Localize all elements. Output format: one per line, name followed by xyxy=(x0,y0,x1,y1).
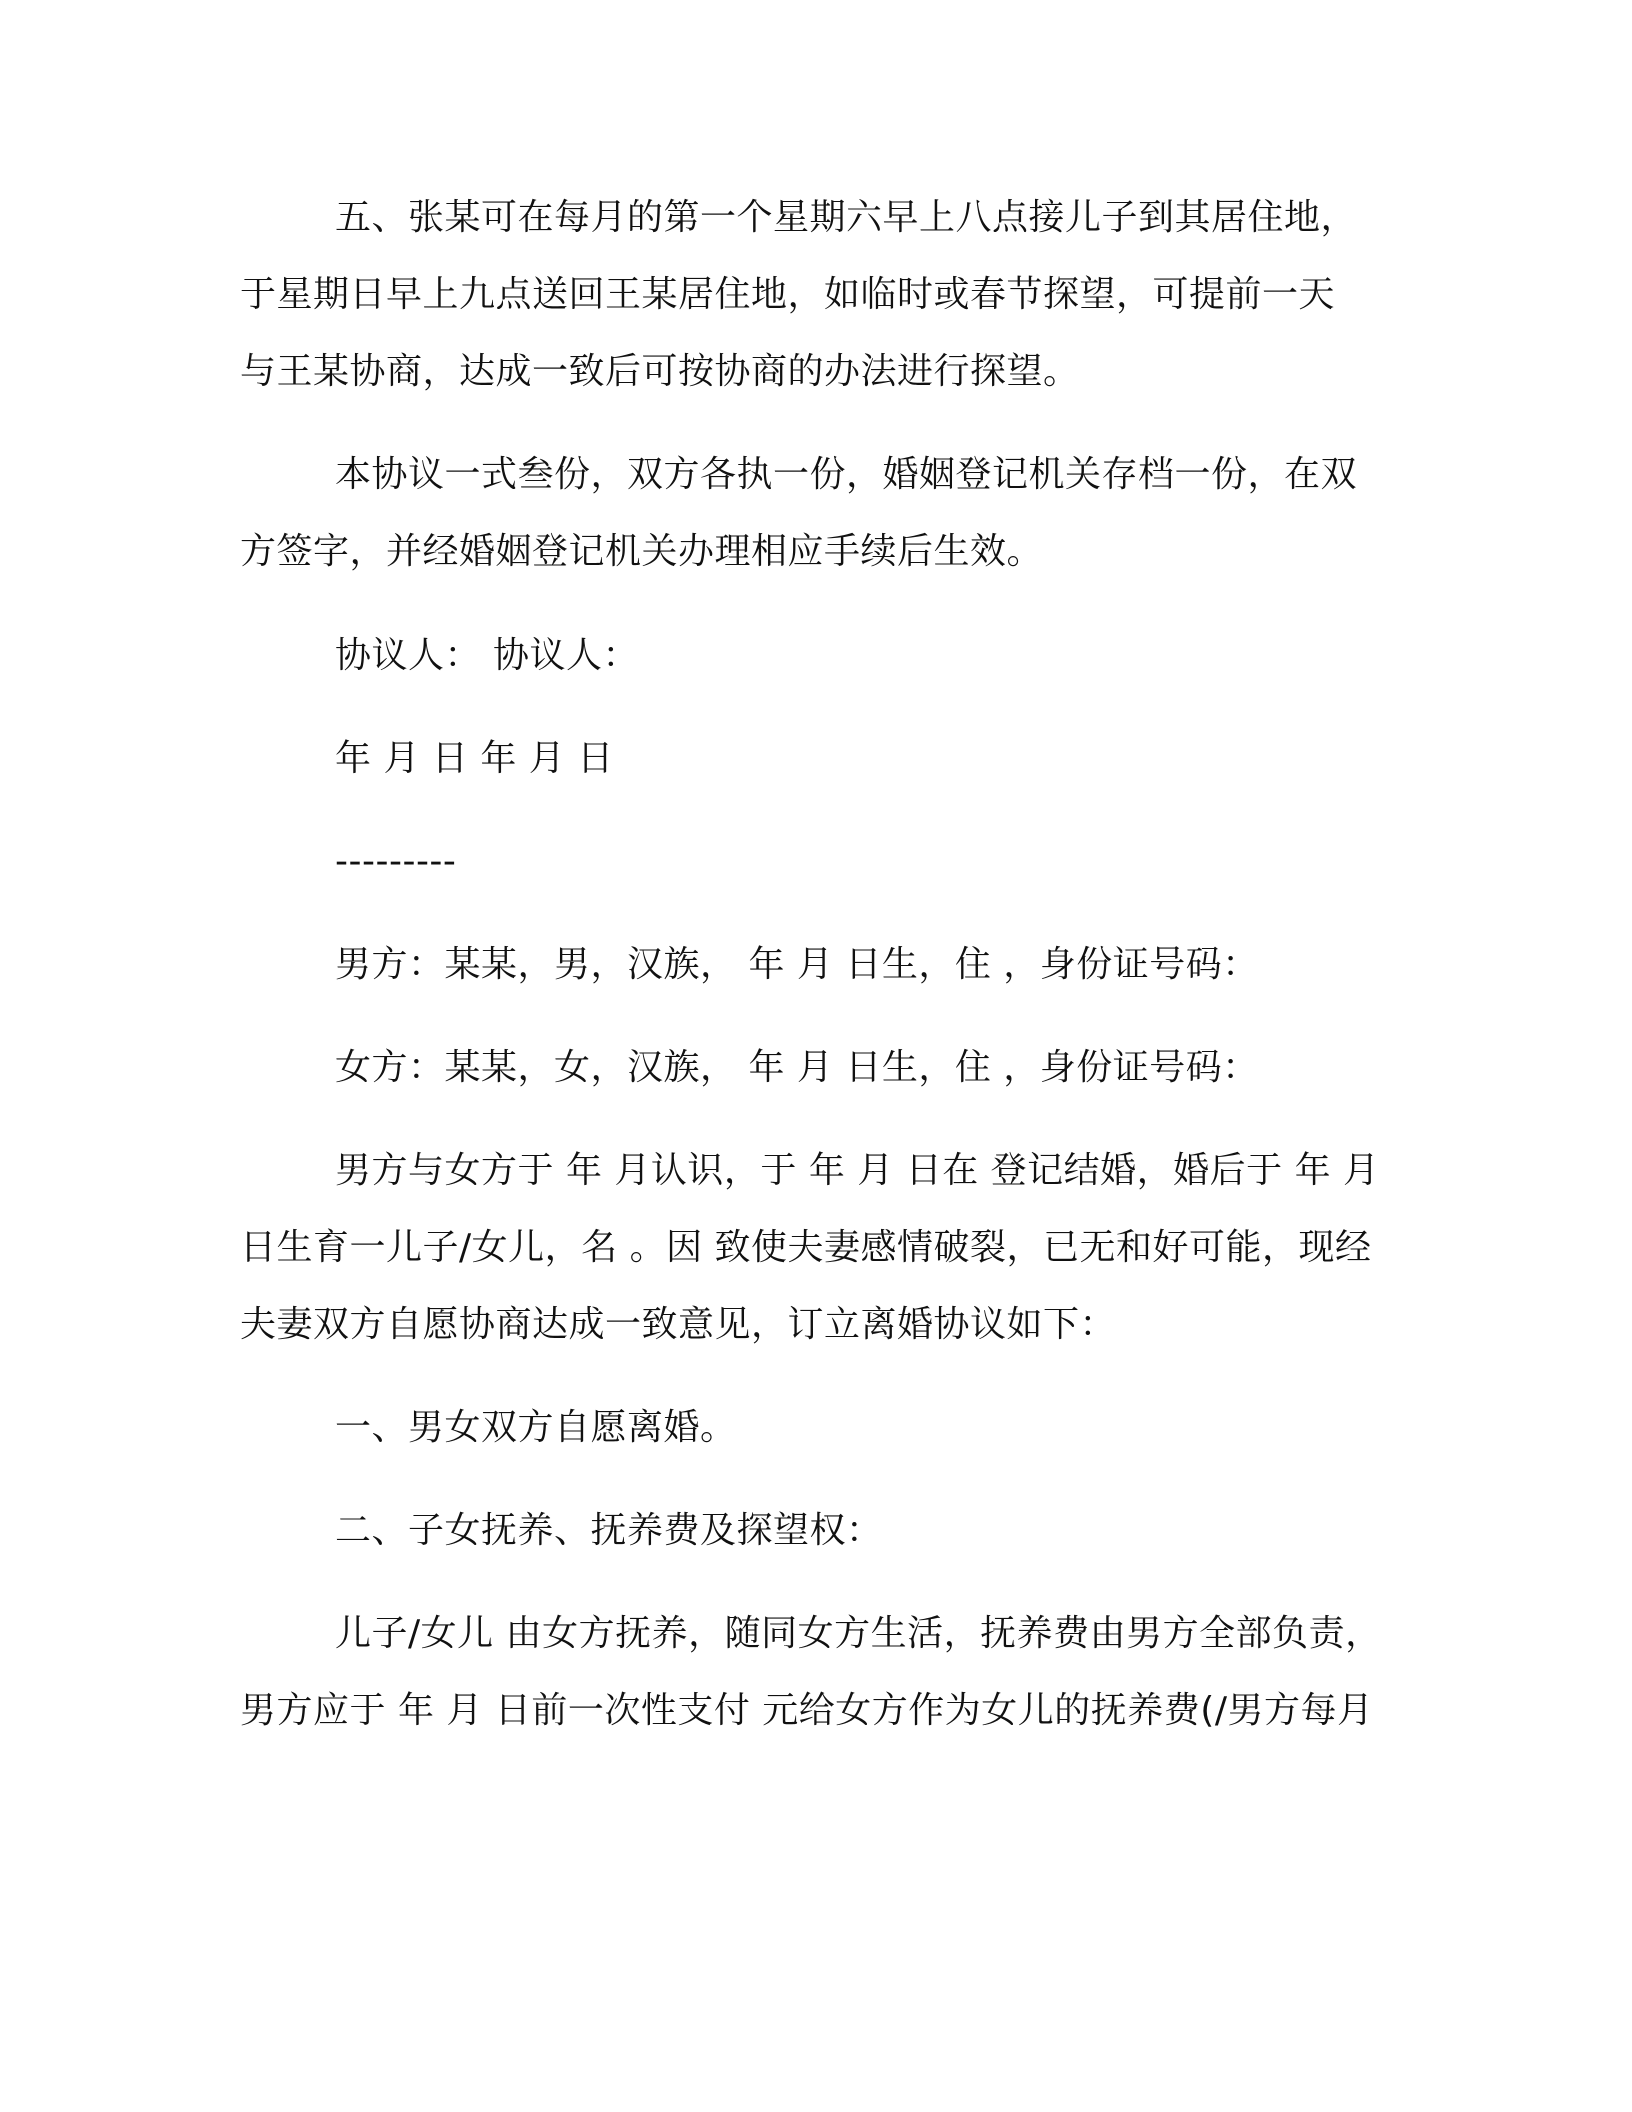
copies-line-1: 本协议一式叁份，双方各执一份，婚姻登记机关存档一份，在双 xyxy=(335,454,1358,495)
intro-line-2: 日生育一儿子/女儿，名 。因 致使夫妻感情破裂，已无和好可能，现经 xyxy=(240,1227,1372,1268)
clause5-line-2: 于星期日早上九点送回王某居住地，如临时或春节探望，可提前一天 xyxy=(240,274,1336,315)
intro-line-3: 夫妻双方自愿协商达成一致意见，订立离婚协议如下： xyxy=(240,1304,1117,1345)
signers-line: 协议人： 协议人： xyxy=(335,635,639,676)
custody-line-1: 儿子/女儿 由女方抚养，随同女方生活，抚养费由男方全部负责， xyxy=(335,1613,1382,1654)
male-party-line: 男方：某某，男，汉族， 年 月 日生，住 ，身份证号码： xyxy=(335,944,1259,985)
separator-line: --------- xyxy=(335,841,457,882)
custody-line-2: 男方应于 年 月 日前一次性支付 元给女方作为女儿的抚养费(/男方每月 xyxy=(240,1690,1374,1731)
copies-line-2: 方签字，并经婚姻登记机关办理相应手续后生效。 xyxy=(240,531,1044,572)
dates-line: 年 月 日 年 月 日 xyxy=(335,738,614,779)
item2-line: 二、子女抚养、抚养费及探望权： xyxy=(335,1510,883,1551)
intro-line-1: 男方与女方于 年 月认识，于 年 月 日在 登记结婚，婚后于 年 月 xyxy=(335,1150,1380,1191)
clause5-line-1: 五、张某可在每月的第一个星期六早上八点接儿子到其居住地， xyxy=(335,197,1358,238)
female-party-line: 女方：某某，女，汉族， 年 月 日生，住 ，身份证号码： xyxy=(335,1047,1259,1088)
clause5-line-3: 与王某协商，达成一致后可按协商的办法进行探望。 xyxy=(240,351,1080,392)
item1-line: 一、男女双方自愿离婚。 xyxy=(335,1407,737,1448)
